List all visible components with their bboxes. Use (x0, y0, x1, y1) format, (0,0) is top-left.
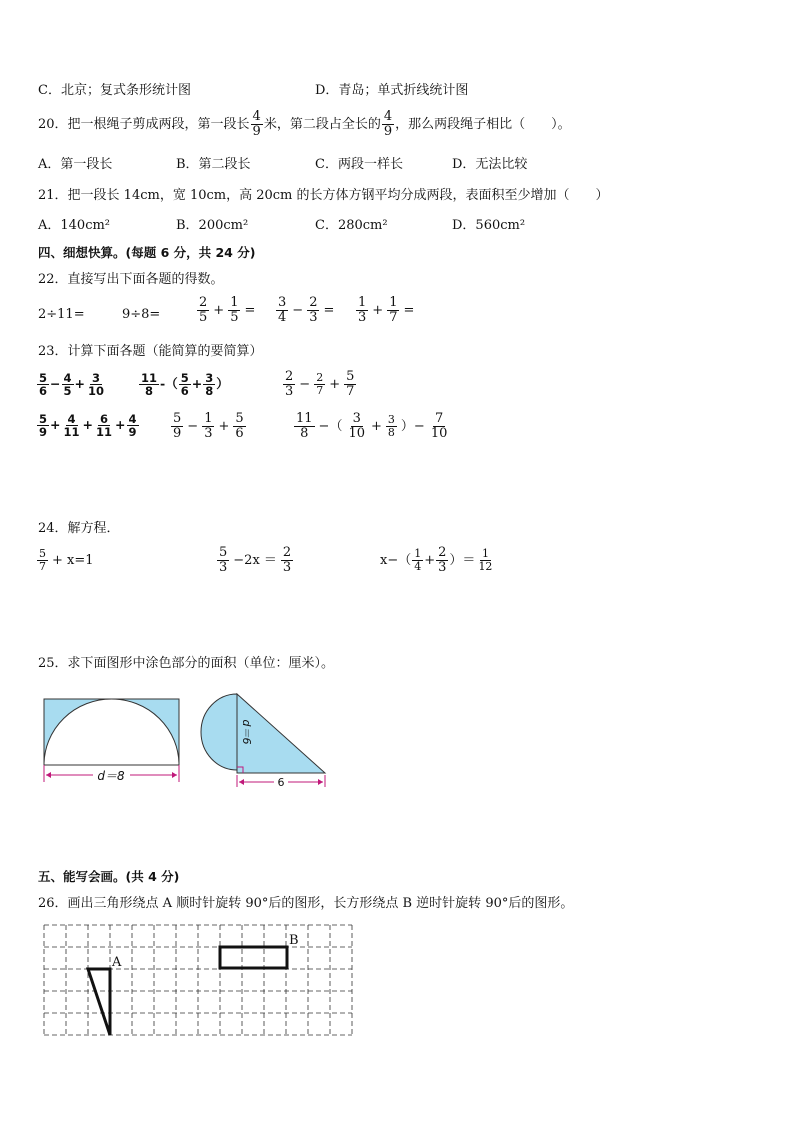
triangle-shape (88, 969, 110, 1035)
q25-figure-2-base-label: 6 (277, 776, 285, 789)
q23-expr-5: $\frac{5}{9}$ − $\frac{1}{3}$ + $\frac{5}{6}$ (173, 411, 244, 441)
q24-equation-3: x−（ $\frac{1}{4}$ + $\frac{2}{3}$ ）＝ $\frac{1}{12}$ (380, 545, 493, 575)
q25-figure-1 (44, 699, 179, 783)
q20-option-d: D．无法比较 (452, 157, 528, 172)
q22-expr-5: $\frac{1}{3}$ + $\frac{1}{7}$ = (358, 295, 415, 325)
section-4-heading: 四、细想快算。(每题 6 分，共 24 分) (38, 245, 256, 260)
q22-expr-4: $\frac{3}{4}$ − $\frac{2}{3}$ = (278, 295, 335, 325)
q22-expr-1: 2÷11= (38, 307, 85, 322)
q22-expr-2: 9÷8= (122, 307, 161, 322)
q21-option-a: A．140cm² (38, 218, 111, 233)
q25-figure-2 (201, 694, 325, 789)
q25-stem: 25．求下面图形中涂色部分的面积（单位：厘米）。 (38, 656, 335, 671)
q21-stem: 21．把一段长 14cm，宽 10cm，高 20cm 的长方体方钢平均分成两段，表面积至少增加（ ） (38, 188, 609, 203)
q20-option-c: C．两段一样长 (315, 157, 403, 172)
q23-stem: 23．计算下面各题（能简算的要简算） (38, 344, 263, 359)
point-a-label: A (112, 955, 122, 970)
q20-stem: 20．把一根绳子剪成两段，第一段长 $\frac{4}{9}$ 米，第二段占全长的 $\frac{4}{9}$ ，那么两段绳子相比（ ）。 (38, 109, 571, 139)
q20-option-a: A．第一段长 (38, 157, 113, 172)
q21-option-c: C．280cm² (315, 218, 388, 233)
q26-grid-figure (40, 922, 360, 1040)
q23-expr-3: $\frac{2}{3}$ − $\frac{2}{7}$ + $\frac{5}{7}$ (285, 369, 355, 399)
q23-expr-6: $\frac{11}{8}$ −（ $\frac{3}{10}$ + $\frac{3}{8}$ ）− $\frac{7}{10}$ (296, 411, 448, 441)
rectangle-shape (220, 947, 287, 968)
q25-figure-2-diameter-label: d＝6 (240, 719, 253, 745)
q21-option-d: D．560cm² (452, 218, 526, 233)
q23-expr-4: $\frac{5}{9}$ + $\frac{4}{11}$ + $\frac{6}{11}$ + $\frac{4}{9}$ (39, 412, 137, 440)
q25-figures (36, 690, 336, 790)
q24-equation-1: $\frac{5}{7}$ + x=1 (39, 547, 94, 573)
q19-option-d: D．青岛；单式折线统计图 (315, 83, 469, 98)
q22-stem: 22．直接写出下面各题的得数。 (38, 272, 224, 287)
q22-expr-3: $\frac{2}{5}$ + $\frac{1}{5}$ = (199, 295, 256, 325)
q24-equation-2: $\frac{5}{3}$ −2x ＝ $\frac{2}{3}$ (219, 545, 292, 575)
section-5-heading: 五、能写会画。(共 4 分) (38, 869, 180, 884)
q26-stem: 26．画出三角形绕点 A 顺时针旋转 90°后的图形，长方形绕点 B 逆时针旋转 90°后的图形。 (38, 896, 574, 911)
q25-figure-1-label: d＝8 (97, 769, 125, 783)
q24-stem: 24．解方程． (38, 521, 120, 536)
q20-option-b: B．第二段长 (176, 157, 251, 172)
point-b-label: B (289, 933, 299, 948)
q21-option-b: B．200cm² (176, 218, 249, 233)
q19-option-c: C．北京；复式条形统计图 (38, 83, 191, 98)
q20-frac-2: $\frac{4}{9}$ (383, 109, 393, 139)
q20-frac-1: $\frac{4}{9}$ (252, 109, 261, 139)
q23-expr-2: $\frac{11}{8}$ -（ $\frac{5}{6}$ + $\frac{3}{8}$ ） (141, 371, 229, 399)
q23-expr-1: $\frac{5}{6}$ − $\frac{4}{5}$ + $\frac{3}{10}$ (39, 371, 105, 399)
